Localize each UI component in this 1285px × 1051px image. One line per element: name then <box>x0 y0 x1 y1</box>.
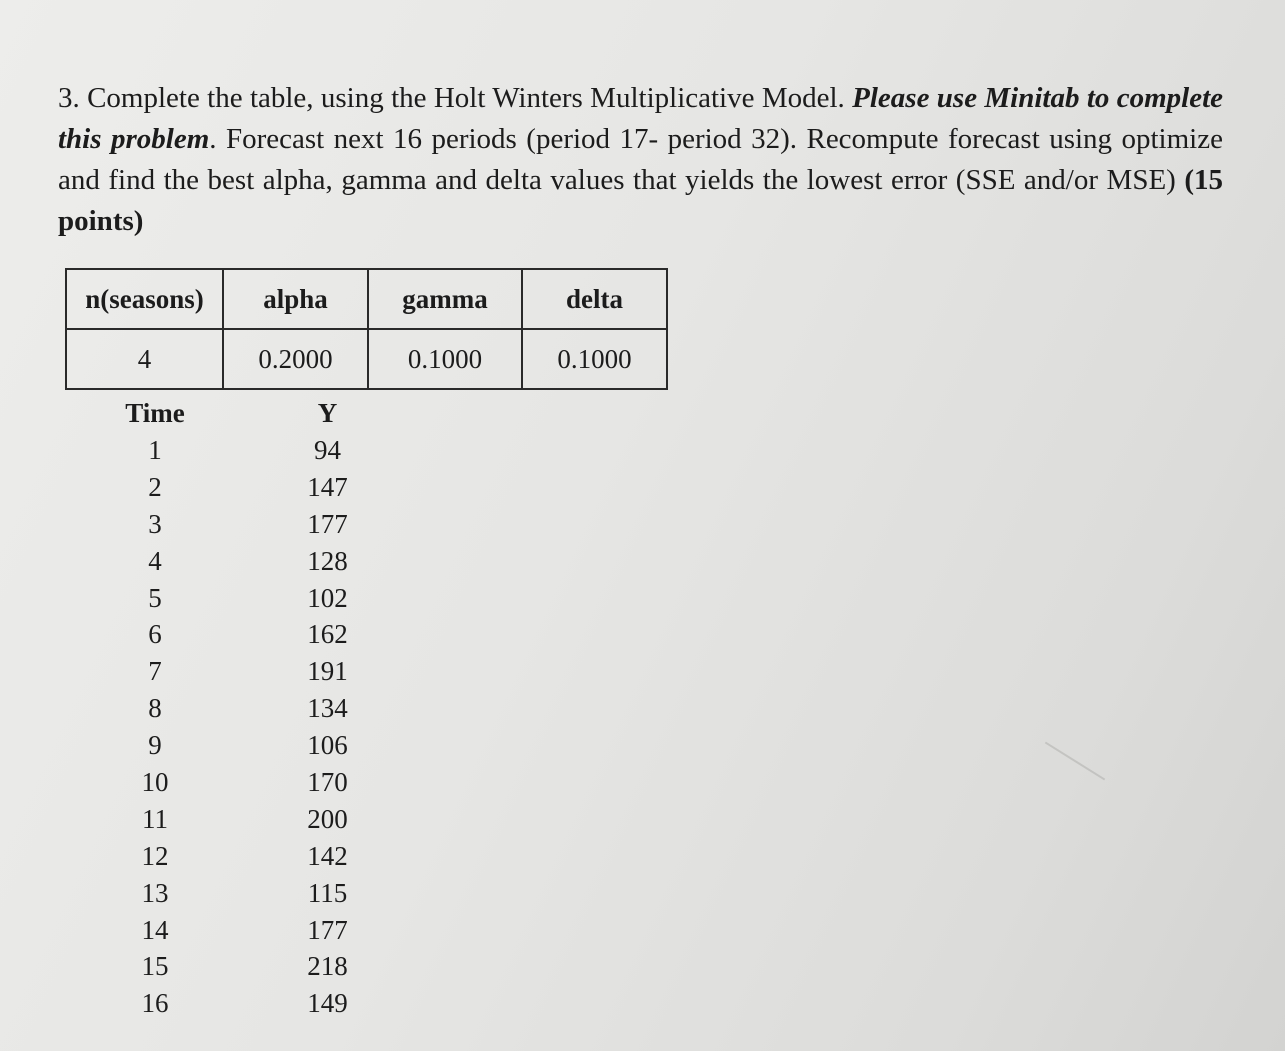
y-value: 149 <box>307 988 348 1019</box>
time-value: 2 <box>148 471 162 502</box>
series-row <box>105 469 400 506</box>
problem-intro: 3. Complete the table, using the Holt Winters Multiplicative Model. <box>58 82 845 114</box>
problem-emphasis: Please use Minitab to complete this problem <box>58 82 1224 155</box>
value-nseasons: 4 <box>66 329 223 389</box>
y-value: 115 <box>307 877 348 908</box>
parameters-table <box>65 268 668 390</box>
time-value: 3 <box>148 508 162 539</box>
y-value: 106 <box>307 730 348 761</box>
series-row <box>105 838 400 875</box>
series-row <box>105 653 400 690</box>
y-value: 162 <box>307 619 348 650</box>
paper-smudge <box>1045 742 1105 781</box>
y-value: 170 <box>307 766 348 797</box>
time-value: 1 <box>148 434 162 465</box>
value-alpha: 0.2000 <box>223 329 368 389</box>
header-nseasons: n(seasons) <box>66 269 223 329</box>
time-value: 7 <box>148 656 162 687</box>
time-value: 8 <box>148 693 162 724</box>
header-alpha: alpha <box>223 269 368 329</box>
time-value: 6 <box>148 619 162 650</box>
time-series-data <box>105 394 400 1022</box>
series-row <box>105 690 400 727</box>
value-gamma: 0.1000 <box>368 329 522 389</box>
series-row <box>105 985 400 1022</box>
y-value: 177 <box>307 914 348 945</box>
series-row <box>105 727 400 764</box>
series-row <box>105 543 400 580</box>
time-value: 9 <box>148 730 162 761</box>
series-row <box>105 801 400 838</box>
time-value: 5 <box>148 582 162 613</box>
time-column-header: Time <box>125 397 185 428</box>
series-header-row <box>105 394 400 432</box>
y-value: 191 <box>307 656 348 687</box>
series-row <box>105 948 400 985</box>
series-row <box>105 764 400 801</box>
y-value: 142 <box>307 840 348 871</box>
y-value: 177 <box>307 508 348 539</box>
time-value: 15 <box>141 951 169 982</box>
time-value: 11 <box>142 803 168 834</box>
series-row <box>105 506 400 543</box>
y-value: 218 <box>307 951 348 982</box>
series-row <box>105 912 400 949</box>
parameters-value-row <box>66 329 667 389</box>
time-value: 10 <box>141 766 169 797</box>
time-value: 14 <box>141 914 169 945</box>
y-value: 147 <box>307 471 348 502</box>
series-row <box>105 580 400 617</box>
series-rows <box>105 432 400 1022</box>
time-value: 4 <box>148 545 162 576</box>
y-column-header: Y <box>317 397 338 428</box>
time-value: 12 <box>141 840 169 871</box>
problem-points: (15 points) <box>58 164 1224 237</box>
series-row <box>105 432 400 469</box>
time-value: 16 <box>141 988 169 1019</box>
header-delta: delta <box>522 269 667 329</box>
series-row <box>105 875 400 912</box>
value-delta: 0.1000 <box>522 329 667 389</box>
y-value: 102 <box>307 582 348 613</box>
problem-statement <box>58 78 1223 242</box>
problem-body: . Forecast next 16 periods (period 17- period 32). Recompute forecast using optimize and find the best alpha, gamma and delta values that yields the lowest error (SSE and/or MSE) <box>58 123 1223 196</box>
parameters-header-row <box>66 269 667 329</box>
y-value: 94 <box>314 434 341 465</box>
y-value: 134 <box>307 693 348 724</box>
header-gamma: gamma <box>368 269 522 329</box>
y-value: 128 <box>307 545 348 576</box>
series-row <box>105 616 400 653</box>
y-value: 200 <box>307 803 348 834</box>
time-value: 13 <box>141 877 169 908</box>
